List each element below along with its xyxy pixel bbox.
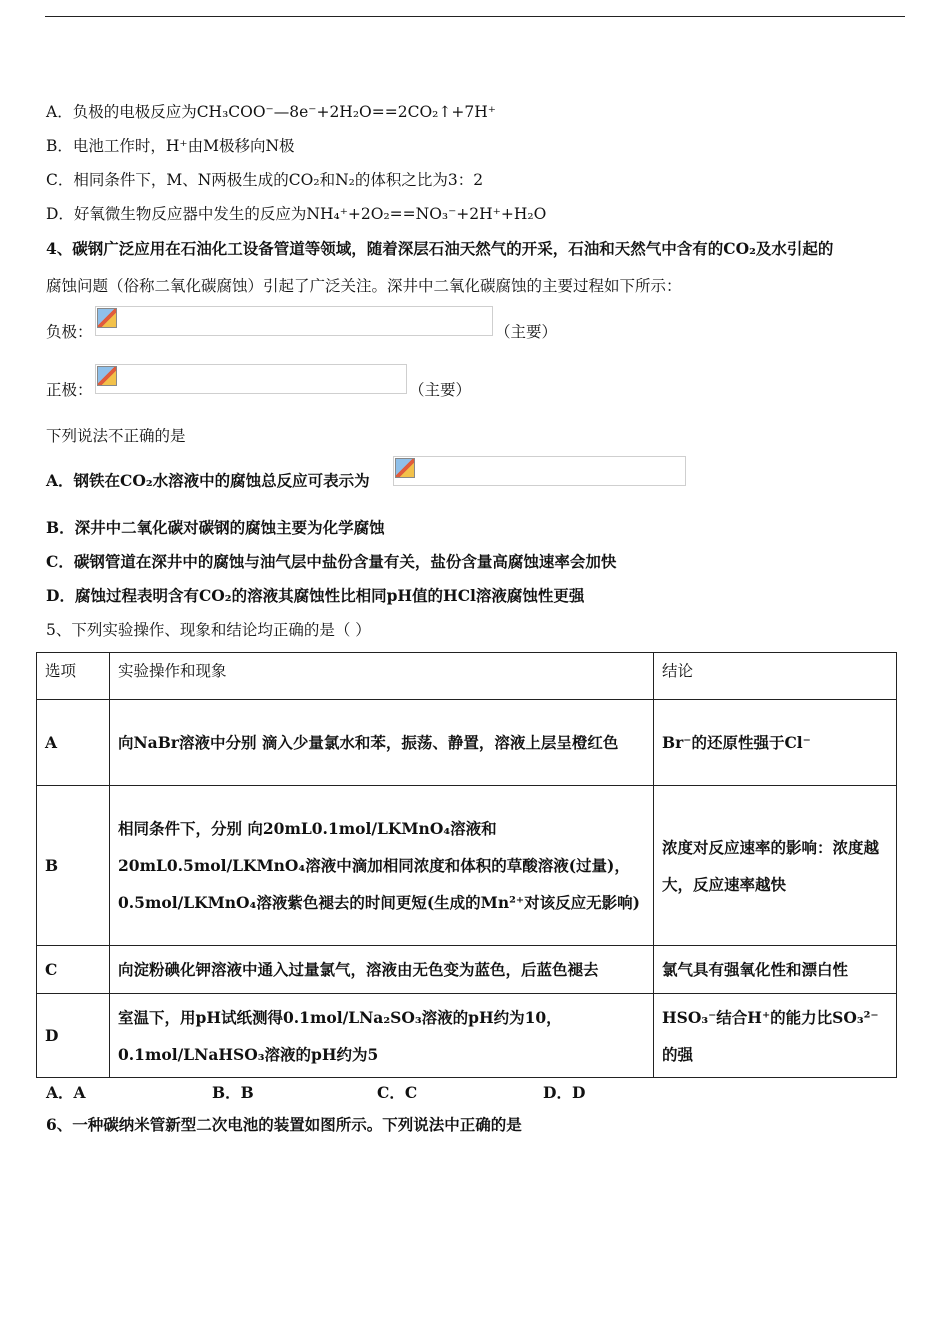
row-conclusion: HSO₃⁻结合H⁺的能力比SO₃²⁻的强 xyxy=(654,994,897,1078)
row-operation: 室温下，用pH试纸测得0.1mol/LNa₂SO₃溶液的pH约为10，0.1mol/LNaHSO₃溶液的pH约为5 xyxy=(110,994,654,1078)
broken-image-icon xyxy=(97,308,117,328)
row-operation: 向淀粉碘化钾溶液中通入过量氯气，溶液由无色变为蓝色，后蓝色褪去 xyxy=(110,946,654,994)
q4-stem-line1: 4、碳钢广泛应用在石油化工设备管道等领域，随着深层石油天然气的开采，石油和天然气中含有的CO₂及水引起的 xyxy=(46,239,834,258)
header-option: 选项 xyxy=(37,653,110,700)
q3-option-a: A．负极的电极反应为CH₃COO⁻—8e⁻+2H₂O==2CO₂↑+7H⁺ xyxy=(46,103,496,121)
experiment-table xyxy=(36,652,897,1078)
row-conclusion: Br⁻的还原性强于Cl⁻ xyxy=(654,700,897,786)
row-option: D xyxy=(37,994,110,1078)
table-row xyxy=(37,700,897,786)
row-operation: 向NaBr溶液中分别 滴入少量氯水和苯，振荡、静置，溶液上层呈橙红色 xyxy=(110,700,654,786)
header-conclusion: 结论 xyxy=(654,653,897,700)
table-row xyxy=(37,786,897,946)
q4-positive-note: （主要） xyxy=(409,381,472,399)
header-rule xyxy=(45,16,905,17)
q5-answer-d: D．D xyxy=(543,1083,586,1102)
q5-answer-b: B．B xyxy=(212,1083,254,1102)
q3-option-c: C．相同条件下，M、N两极生成的CO₂和N₂的体积之比为3：2 xyxy=(46,171,484,189)
broken-image-total-reaction xyxy=(393,456,686,486)
header-operation: 实验操作和现象 xyxy=(110,653,654,700)
q3-option-b: B．电池工作时，H⁺由M极移向N极 xyxy=(46,137,295,155)
row-conclusion: 氯气具有强氧化性和漂白性 xyxy=(654,946,897,994)
row-option: A xyxy=(37,700,110,786)
row-conclusion: 浓度对反应速率的影响：浓度越大，反应速率越快 xyxy=(654,786,897,946)
q4-option-d: D．腐蚀过程表明含有CO₂的溶液其腐蚀性比相同pH值的HCl溶液腐蚀性更强 xyxy=(46,586,585,605)
row-option: C xyxy=(37,946,110,994)
table-row xyxy=(37,946,897,994)
q3-option-d: D．好氧微生物反应器中发生的反应为NH₄⁺+2O₂==NO₃⁻+2H⁺+H₂O xyxy=(46,205,547,223)
q5-stem: 5、下列实验操作、现象和结论均正确的是（ ） xyxy=(46,621,371,639)
broken-image-icon xyxy=(395,458,415,478)
q4-stem-line2: 腐蚀问题（俗称二氧化碳腐蚀）引起了广泛关注。深井中二氧化碳腐蚀的主要过程如下所示： xyxy=(46,277,682,295)
q4-question: 下列说法不正确的是 xyxy=(46,427,186,445)
q5-answer-c: C．C xyxy=(377,1083,418,1102)
row-option: B xyxy=(37,786,110,946)
broken-image-icon xyxy=(97,366,117,386)
q4-negative-label: 负极： xyxy=(46,323,93,341)
q4-option-a: A．钢铁在CO₂水溶液中的腐蚀总反应可表示为 xyxy=(46,471,370,490)
q6-stem: 6、一种碳纳米管新型二次电池的装置如图所示。下列说法中正确的是 xyxy=(46,1115,522,1134)
q4-option-c: C．碳钢管道在深井中的腐蚀与油气层中盐份含量有关，盐份含量高腐蚀速率会加快 xyxy=(46,552,617,571)
q5-answer-a: A．A xyxy=(46,1083,86,1102)
broken-image-positive-equation xyxy=(95,364,407,394)
q4-positive-label: 正极： xyxy=(46,381,93,399)
broken-image-negative-equation xyxy=(95,306,493,336)
q4-option-b: B．深井中二氧化碳对碳钢的腐蚀主要为化学腐蚀 xyxy=(46,518,385,537)
table-header-row xyxy=(37,653,897,700)
q4-negative-note: （主要） xyxy=(495,323,558,341)
row-operation: 相同条件下，分别 向20mL0.1mol/LKMnO₄溶液和20mL0.5mol/LKMnO₄溶液中滴加相同浓度和体积的草酸溶液(过量)，0.5mol/LKMnO₄溶液紫色褪去的时间更短(生成的Mn²⁺对该反应无影响) xyxy=(110,786,654,946)
table-row xyxy=(37,994,897,1078)
